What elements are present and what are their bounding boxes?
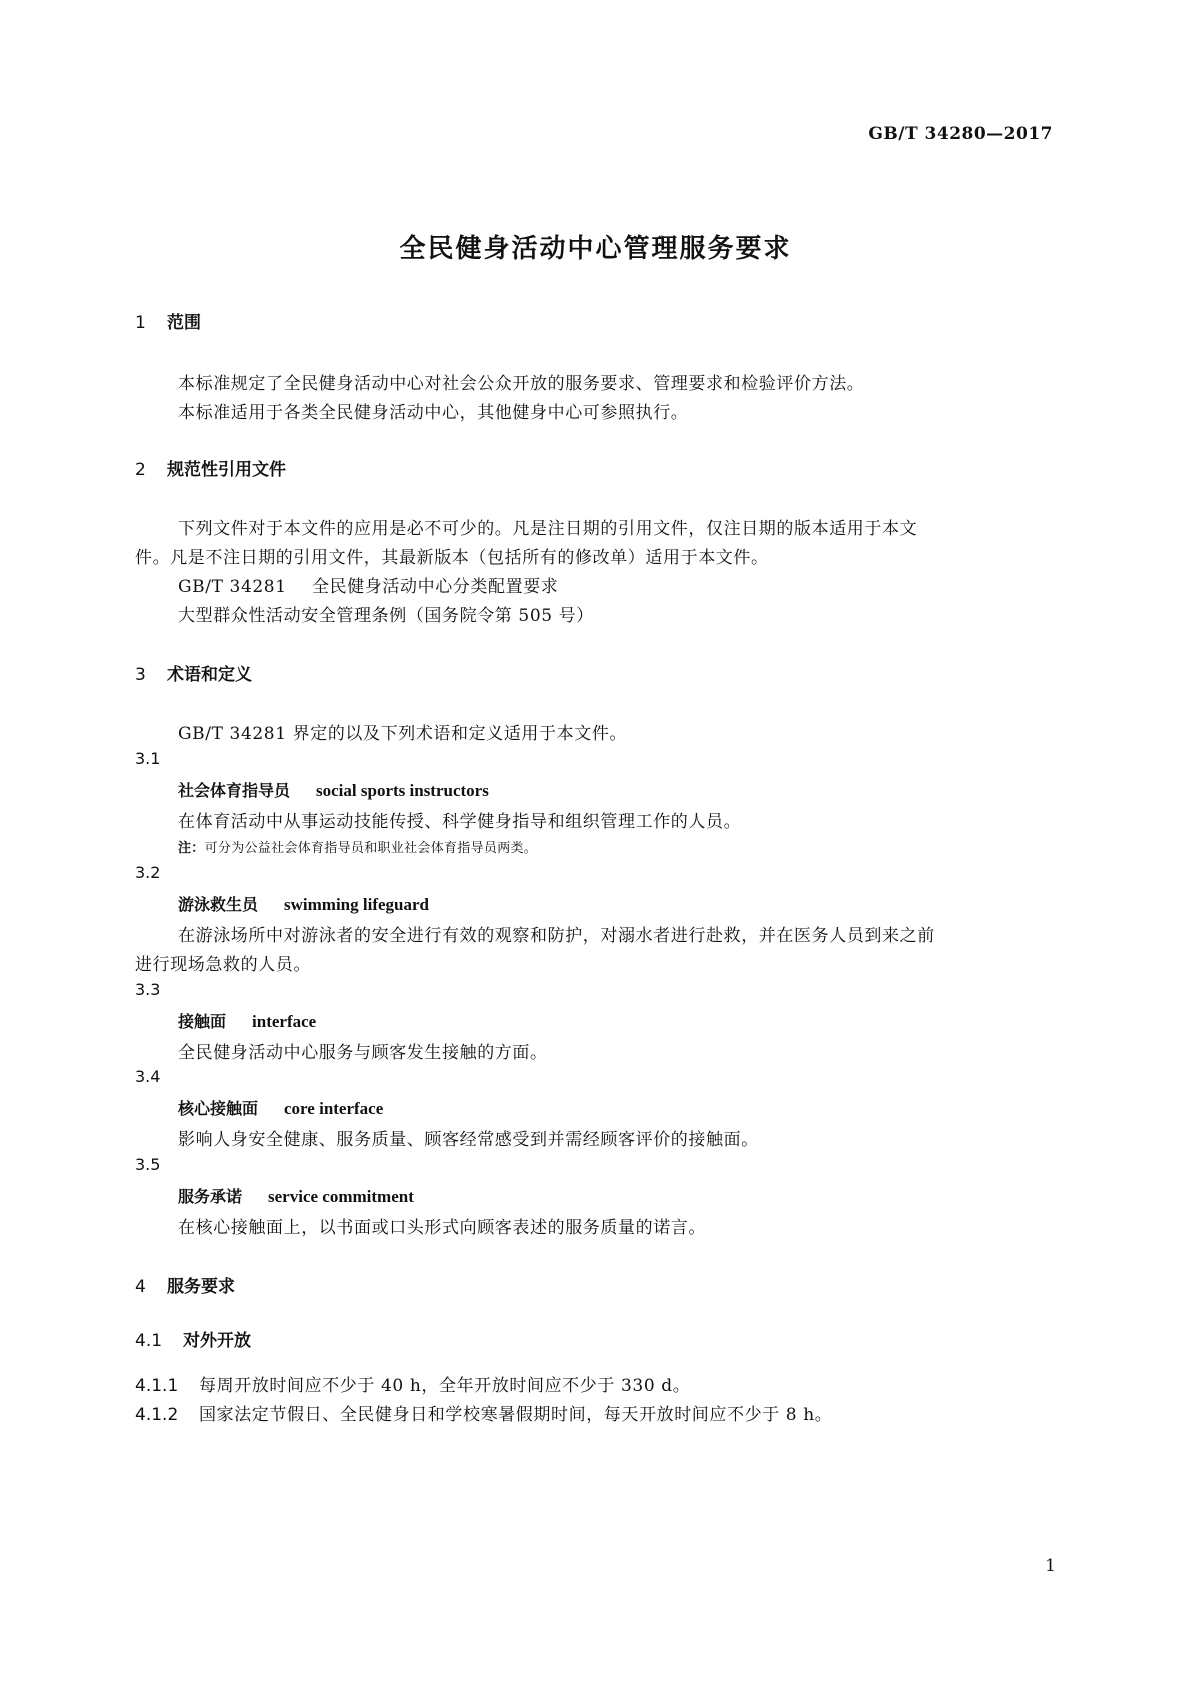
clause-4-1-1 [135, 1371, 690, 1396]
section-1-heading [135, 308, 201, 333]
term-number: 3.1 [135, 749, 161, 768]
term-zh: 核心接触面 [178, 1099, 259, 1118]
subsection-title: 对外开放 [183, 1331, 251, 1351]
section-number: 2 [135, 460, 146, 480]
term-zh: 社会体育指导员 [178, 781, 291, 800]
term-note [178, 837, 537, 856]
standard-code: GB/T 34280—2017 [868, 124, 1053, 144]
section-title: 范围 [167, 313, 201, 333]
term-definition: 在游泳场所中对游泳者的安全进行有效的观察和防护，对溺水者进行赴救，并在医务人员到来之前 [178, 926, 935, 946]
section-title: 服务要求 [167, 1277, 235, 1297]
term-definition-continuation: 进行现场急救的人员。 [135, 955, 311, 975]
paragraph: 下列文件对于本文件的应用是必不可少的。凡是注日期的引用文件，仅注日期的版本适用于本文 [178, 519, 918, 539]
term-en: interface [252, 1012, 317, 1031]
normative-reference [178, 572, 558, 597]
term-en: service commitment [268, 1187, 414, 1206]
section-number: 3 [135, 665, 146, 685]
section-2-heading [135, 455, 286, 480]
section-3-heading [135, 660, 252, 685]
term-definition: 在体育活动中从事运动技能传授、科学健身指导和组织管理工作的人员。 [178, 812, 742, 832]
reference-code: GB/T 34281 [178, 577, 287, 597]
section-number: 1 [135, 313, 146, 333]
term-heading [178, 778, 489, 801]
section-4-heading [135, 1272, 235, 1297]
paragraph-continuation: 件。凡是不注日期的引用文件，其最新版本（包括所有的修改单）适用于本文件。 [135, 548, 769, 568]
section-number: 4 [135, 1277, 146, 1297]
term-zh: 服务承诺 [178, 1187, 243, 1206]
term-definition: 全民健身活动中心服务与顾客发生接触的方面。 [178, 1043, 548, 1063]
section-title: 术语和定义 [167, 665, 252, 685]
document-title: 全民健身活动中心管理服务要求 [399, 234, 792, 264]
page-number: 1 [1045, 1556, 1056, 1576]
subsection-number: 4.1 [135, 1331, 163, 1351]
clause-text: 国家法定节假日、全民健身日和学校寒暑假期时间，每天开放时间应不少于 8 h。 [199, 1405, 833, 1425]
term-zh: 游泳救生员 [178, 895, 259, 914]
term-en: core interface [284, 1099, 384, 1118]
clause-text: 每周开放时间应不少于 40 h，全年开放时间应不少于 330 d。 [199, 1376, 691, 1396]
reference-title: 全民健身活动中心分类配置要求 [312, 577, 559, 597]
term-heading [178, 1096, 383, 1119]
term-en: swimming lifeguard [284, 895, 429, 914]
section-title: 规范性引用文件 [167, 460, 286, 480]
note-text: 可分为公益社会体育指导员和职业社会体育指导员两类。 [204, 841, 538, 856]
term-definition: 在核心接触面上，以书面或口头形式向顾客表述的服务质量的诺言。 [178, 1218, 706, 1238]
term-number: 3.5 [135, 1155, 161, 1174]
term-heading [178, 1009, 316, 1032]
term-number: 3.3 [135, 980, 161, 999]
clause-4-1-2 [135, 1400, 832, 1425]
term-heading [178, 1184, 414, 1207]
subsection-4-1-heading [135, 1326, 251, 1351]
clause-number: 4.1.1 [135, 1376, 179, 1396]
term-en: social sports instructors [316, 781, 489, 800]
term-heading [178, 892, 429, 915]
paragraph: 本标准规定了全民健身活动中心对社会公众开放的服务要求、管理要求和检验评价方法。 [178, 374, 865, 394]
paragraph: 本标准适用于各类全民健身活动中心，其他健身中心可参照执行。 [178, 403, 689, 423]
normative-reference: 大型群众性活动安全管理条例（国务院令第 505 号） [178, 606, 594, 626]
term-definition: 影响人身安全健康、服务质量、顾客经常感受到并需经顾客评价的接触面。 [178, 1130, 759, 1150]
term-zh: 接触面 [178, 1012, 227, 1031]
term-number: 3.4 [135, 1067, 161, 1086]
paragraph: GB/T 34281 界定的以及下列术语和定义适用于本文件。 [178, 724, 628, 744]
clause-number: 4.1.2 [135, 1405, 179, 1425]
note-label: 注： [178, 841, 205, 856]
term-number: 3.2 [135, 863, 161, 882]
